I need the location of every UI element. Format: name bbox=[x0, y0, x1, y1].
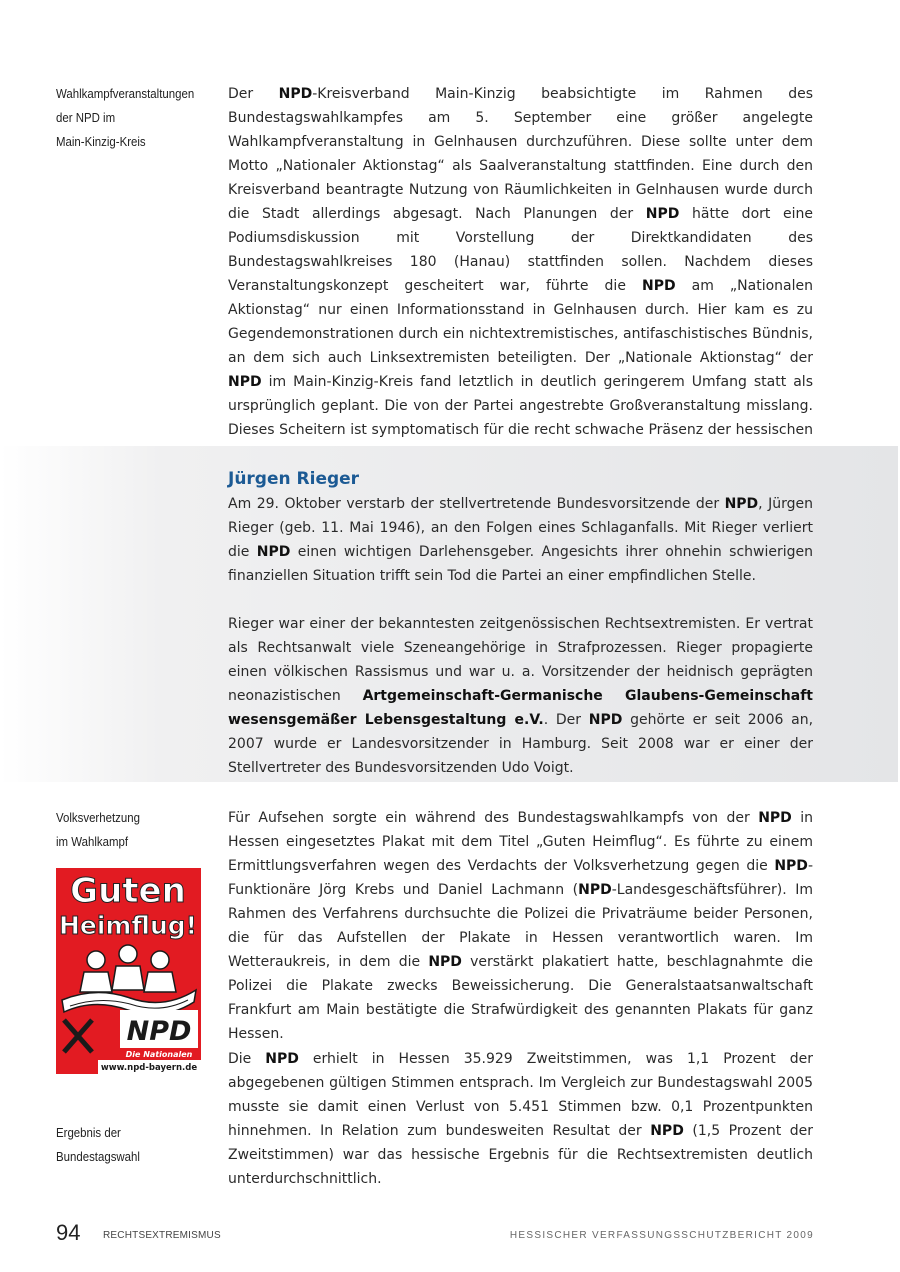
bold-term: NPD bbox=[278, 86, 313, 102]
poster-url: www.npd-bayern.de bbox=[100, 1063, 198, 1073]
paragraph-wahlkampfveranstaltungen: Der NPD-Kreisverband Main-Kinzig beabsichtigte im Rahmen des Bundestagswahlkampfes am 5. September eine größer angelegte Wahlkampfveranstaltung in Gelnhausen durchzuführen. Diese sollte unter dem Motto „Nationaler Aktionstag“ als Saalveranstaltung stattfinden. Eine durch den Kreisverband beantragte Nutzung von Räumlichkeiten in Gelnhausen wurde durch die Stadt allerdings abgesagt. Nach Planungen der NPD hätte dort eine Podiumsdiskussion mit Vorstellung der Direktkandidaten des Bundestagswahlkreises 180 (Hanau) stattfinden sollen. Nachdem dieses Veranstaltungskonzept gescheitert war, führte die NPD am „Nationalen Aktionstag“ nur einen Informationsstand in Gelnhausen durch. Hier kam es zu Gegendemonstrationen durch ein nichtextremistisches, antifaschistisches Bündnis, an dem sich auch Linksextremisten beteiligten. Der „Nationale Aktionstag“ der NPD im Main-Kinzig-Kreis fand letztlich in deutlich geringerem Umfang statt als ursprünglich geplant. Die von der Partei angestrebte Großveranstaltung misslang. Dieses Scheitern ist symptomatisch für die recht schwache Präsenz der hessischen bbox=[228, 82, 813, 466]
bold-term: NPD bbox=[758, 810, 792, 826]
bold-term: NPD bbox=[724, 496, 759, 512]
npd-poster-image bbox=[56, 868, 201, 1074]
side-heading-line: Ergebnis der Bundestagswahl bbox=[56, 1125, 140, 1164]
poster-graphic bbox=[56, 868, 201, 1074]
page-number: 94 bbox=[56, 1220, 81, 1245]
side-heading-line: der NPD im bbox=[56, 110, 116, 125]
poster-npd-logo-text: NPD bbox=[126, 1016, 192, 1047]
bold-term: NPD bbox=[774, 858, 808, 874]
side-heading-line: Wahlkampfveranstaltungen bbox=[56, 86, 195, 101]
paragraph-volksverhetzung: Für Aufsehen sorgte ein während des Bundestagswahlkampfs von der NPD in Hessen eingesetztes Plakat mit dem Titel „Guten Heimflug“. Es führte zu einem Ermittlungsverfahren wegen des Verdachts der Volksverhetzung gegen die NPD-Funktionäre Jörg Krebs und Daniel Lachmann (NPD-Landesgeschäftsführer). Im Rahmen des Verfahrens durchsuchte die Polizei die Privaträume beider Personen, die für das Aufstellen der Plakate in Hessen verantwortlich waren. Im Wetteraukreis, in dem die NPD verstärkt plakatiert hatte, beschlagnahmte die Polizei die Plakate zwecks Beweissicherung. Die Generalstaatsanwaltschaft Frankfurt am Main bestätigte die Strafwürdigkeit des genannten Plakats für ganz Hessen. bbox=[228, 810, 814, 1042]
side-heading-volksverhetzung bbox=[56, 806, 197, 854]
bold-term: NPD bbox=[428, 954, 462, 970]
bold-term: Artgemeinschaft-Germanische Glaubens-Gemeinschaft wesensgemäßer Lebensgestaltung e.V. bbox=[228, 688, 813, 728]
footer-publication-title: HESSISCHER VERFASSUNGSSCHUTZBERICHT 2009 bbox=[509, 1230, 814, 1241]
bold-term: NPD bbox=[645, 206, 680, 222]
bold-term: NPD bbox=[588, 712, 623, 728]
bold-term: NPD bbox=[228, 374, 262, 390]
side-heading-line: im Wahlkampf bbox=[56, 834, 129, 849]
info-box-paragraph-2: Rieger war einer der bekanntesten zeitgenössischen Rechtsextremisten. Er vertrat als Rechtsanwalt viele Szeneangehörige in Strafprozessen. Rieger propagierte einen völkischen Rassismus und war u. a. Vorsitzender der heidnisch geprägten neonazistischen Artgemeinschaft-Germanische Glaubens-Gemeinschaft wesensgemäßer Lebensgestaltung e.V.. Der NPD gehörte er seit 2006 an, 2007 wurde er Landesvorsitzender in Hamburg. Seit 2008 war er einer der Stellvertreter des Bundesvorsitzenden Udo Voigt. bbox=[228, 616, 814, 776]
paragraph-ergebnis: Die NPD erhielt in Hessen 35.929 Zweitstimmen, was 1,1 Prozent der abgegebenen gültigen Stimmen entsprach. Im Vergleich zur Bundestagswahl 2005 musste sie damit einen Verlust von 5.451 Stimmen bzw. 0,1 Prozentpunkten hinnehmen. In Relation zum bundesweiten Resultat der NPD (1,5 Prozent der Zweitstimmen) war das hessische Ergebnis für die Rechtsextremisten deutlich unterdurchschnittlich. bbox=[228, 1051, 813, 1187]
side-heading-wahlkampfveranstaltungen bbox=[56, 82, 197, 154]
info-box-paragraph-1: Am 29. Oktober verstarb der stellvertretende Bundesvorsitzende der NPD, Jürgen Rieger (geb. 11. Mai 1946), an den Folgen eines Schlaganfalls. Mit Rieger verliert die NPD einen wichtigen Darlehensgeber. Angesichts ihrer ohnehin schwierigen finanziellen Situation trifft sein Tod die Partei an einer empfindlichen Stelle. bbox=[228, 496, 813, 584]
footer-section-label: RECHTSEXTREMISMUS bbox=[103, 1230, 221, 1241]
bold-term: NPD bbox=[650, 1123, 684, 1139]
side-heading-line: Main-Kinzig-Kreis bbox=[56, 134, 146, 149]
bold-term: NPD bbox=[256, 544, 291, 560]
poster-title-line2: Heimflug! bbox=[58, 911, 198, 940]
poster-title-line1: Guten bbox=[70, 871, 186, 911]
bold-term: NPD bbox=[641, 278, 676, 294]
side-heading-ergebnis bbox=[56, 1121, 197, 1169]
info-box-heading: Jürgen Rieger bbox=[228, 469, 360, 489]
poster-tagline: Die Nationalen bbox=[125, 1050, 193, 1059]
bold-term: NPD bbox=[265, 1051, 299, 1067]
bold-term: NPD bbox=[578, 882, 612, 898]
side-heading-line: Volksverhetzung bbox=[56, 810, 140, 825]
